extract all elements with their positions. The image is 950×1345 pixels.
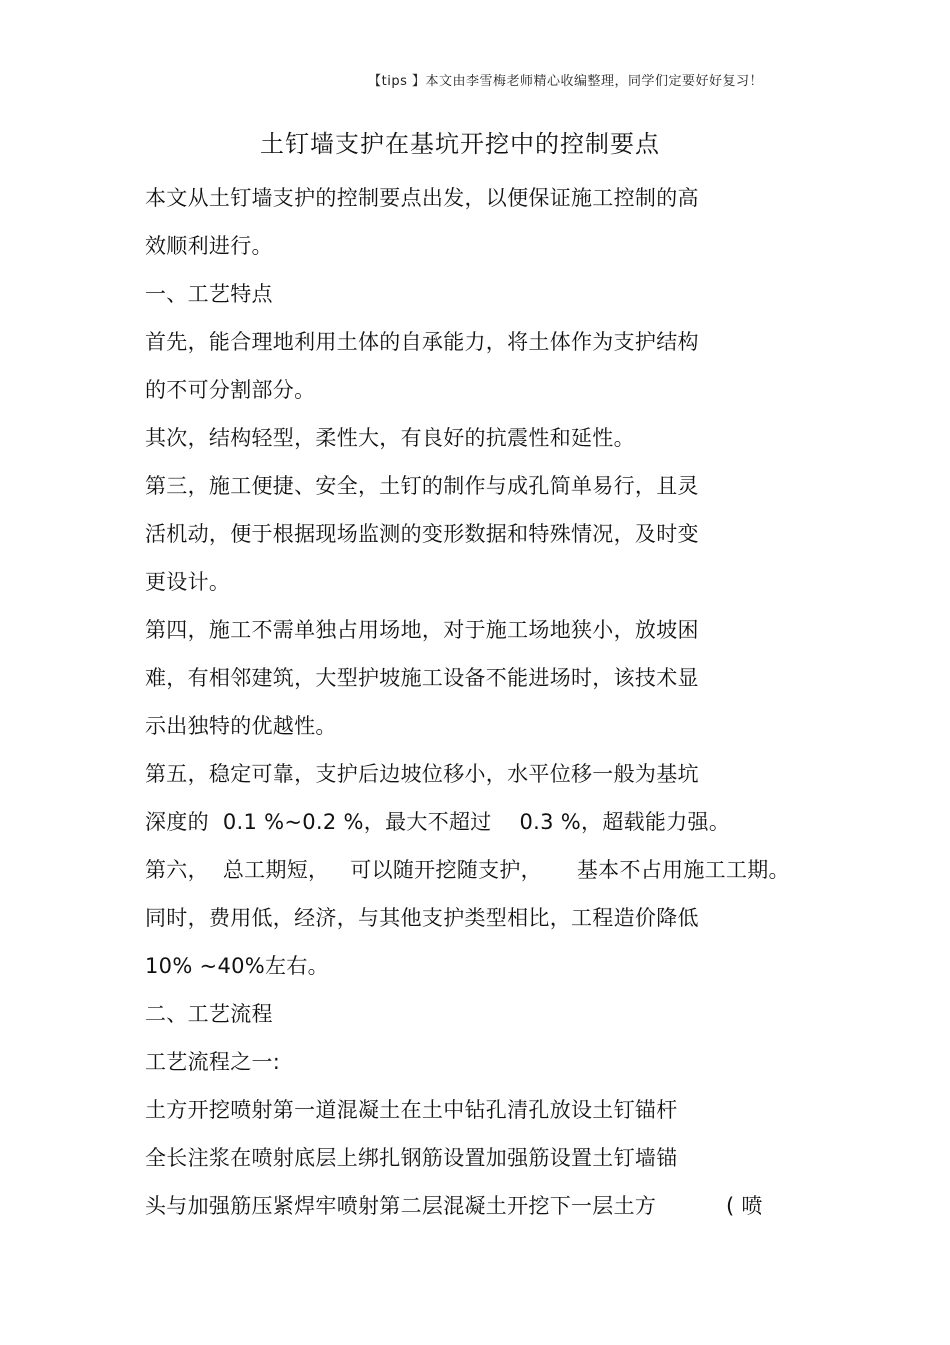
paragraph-line: 效顺利进行。 (145, 234, 273, 258)
paragraph-line: 同时，费用低，经济，与其他支护类型相比，工程造价降低 (145, 906, 699, 930)
paragraph-line: 首先，能合理地利用土体的自承能力，将土体作为支护结构 (145, 330, 699, 354)
document-title: 土钉墙支护在基坑开挖中的控制要点 (260, 130, 660, 158)
paragraph-line: 第五，稳定可靠，支护后边坡位移小，水平位移一般为基坑 (145, 762, 699, 786)
paragraph-line: 更设计。 (145, 570, 231, 594)
section-heading: 二、工艺流程 (145, 1002, 273, 1026)
paragraph-line: 本文从土钉墙支护的控制要点出发，以便保证施工控制的高 (145, 186, 699, 210)
paragraph-line: 深度的 0.1 %~0.2 %，最大不超过 0.3 %，超载能力强。 (145, 810, 731, 834)
paragraph-line: 工艺流程之一: (145, 1050, 281, 1074)
section-heading: 一、工艺特点 (145, 282, 273, 306)
paragraph-line: 第三，施工便捷、安全，土钉的制作与成孔简单易行，且灵 (145, 474, 699, 498)
paragraph-line: 的不可分割部分。 (145, 378, 316, 402)
paragraph-line: 全长注浆在喷射底层上绑扎钢筋设置加强筋设置土钉墙锚 (145, 1146, 678, 1170)
paragraph-line: 活机动，便于根据现场监测的变形数据和特殊情况，及时变 (145, 522, 699, 546)
paragraph-line: 头与加强筋压紧焊牢喷射第二层混凝土开挖下一层土方 ( 喷 (145, 1194, 763, 1218)
paragraph-line: 10% ~40%左右。 (145, 954, 329, 978)
paragraph-line: 第四，施工不需单独占用场地，对于施工场地狭小，放坡困 (145, 618, 699, 642)
header-tip: 【tips 】本文由李雪梅老师精心收编整理，同学们定要好好复习！ (368, 74, 763, 89)
paragraph-line: 第六， 总工期短， 可以随开挖随支护， 基本不占用施工工期。 (145, 858, 790, 882)
paragraph-line: 土方开挖喷射第一道混凝土在土中钻孔清孔放设土钉锚杆 (145, 1098, 678, 1122)
paragraph-line: 示出独特的优越性。 (145, 714, 337, 738)
paragraph-line: 其次，结构轻型，柔性大，有良好的抗震性和延性。 (145, 426, 635, 450)
paragraph-line: 难，有相邻建筑，大型护坡施工设备不能进场时，该技术显 (145, 666, 699, 690)
